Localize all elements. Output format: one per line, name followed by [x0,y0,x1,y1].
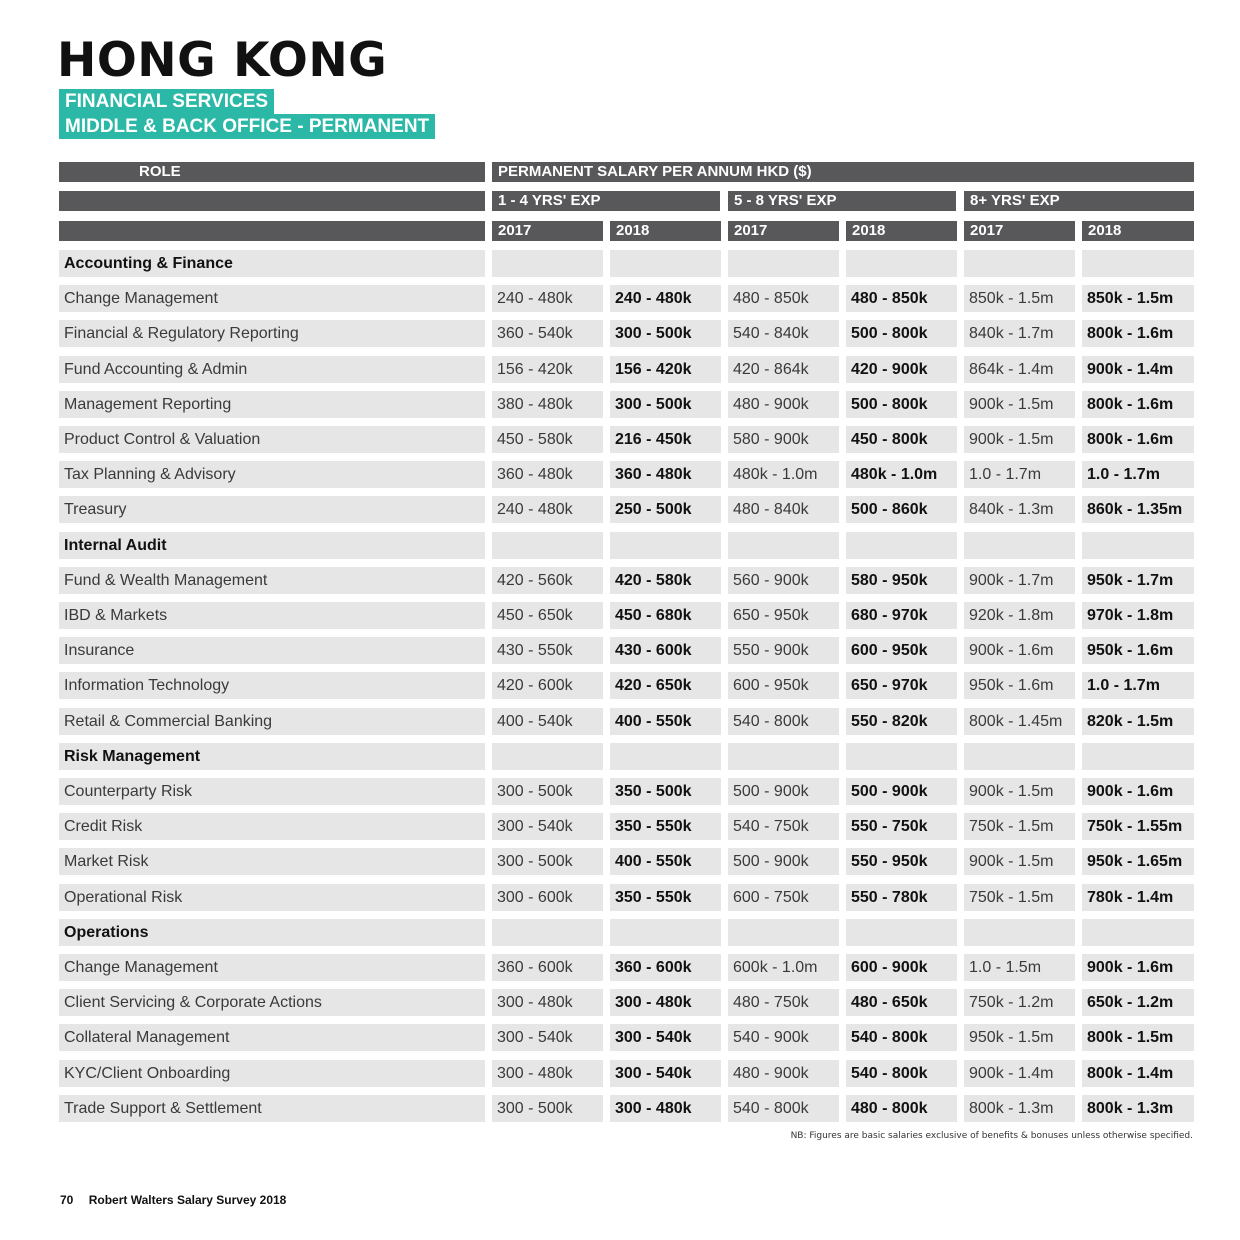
role-name: Change Management [59,954,485,981]
section-blank-cell [1082,532,1194,559]
role-name: Fund & Wealth Management [59,567,485,594]
salary-2017-cell: 750k - 1.2m [964,989,1075,1016]
role-name: Financial & Regulatory Reporting [59,320,485,347]
salary-2018-cell: 800k - 1.3m [1082,1095,1194,1122]
salary-2017-cell: 300 - 500k [492,1095,603,1122]
salary-2018-cell: 860k - 1.35m [1082,496,1194,523]
salary-2018-cell: 300 - 500k [610,391,721,418]
exp-group-header: 1 - 4 YRS' EXP [492,191,720,211]
section-blank-cell [964,919,1075,946]
salary-2018-cell: 540 - 800k [846,1060,957,1087]
salary-2017-cell: 480 - 900k [728,1060,839,1087]
year-header: 2018 [1082,221,1194,241]
salary-2018-cell: 820k - 1.5m [1082,708,1194,735]
page-title: HONG KONG [57,33,388,88]
salary-2018-cell: 550 - 950k [846,848,957,875]
salary-2018-cell: 750k - 1.55m [1082,813,1194,840]
salary-2017-cell: 580 - 900k [728,426,839,453]
salary-2018-cell: 900k - 1.4m [1082,356,1194,383]
sector-tag: FINANCIAL SERVICES [59,89,274,114]
exp-group-header: 5 - 8 YRS' EXP [728,191,956,211]
salary-2018-cell: 420 - 580k [610,567,721,594]
salary-2018-cell: 430 - 600k [610,637,721,664]
salary-2018-cell: 216 - 450k [610,426,721,453]
role-header: ROLE [59,162,485,182]
salary-2018-cell: 800k - 1.4m [1082,1060,1194,1087]
salary-2018-cell: 800k - 1.6m [1082,320,1194,347]
salary-2018-cell: 500 - 900k [846,778,957,805]
role-name: Tax Planning & Advisory [59,461,485,488]
salary-2017-cell: 840k - 1.3m [964,496,1075,523]
section-blank-cell [610,532,721,559]
salary-2018-cell: 450 - 800k [846,426,957,453]
salary-2018-cell: 300 - 480k [610,1095,721,1122]
section-blank-cell [492,743,603,770]
salary-2017-cell: 156 - 420k [492,356,603,383]
role-name: Treasury [59,496,485,523]
year-header: 2017 [492,221,603,241]
section-blank-cell [610,919,721,946]
salary-2017-cell: 400 - 540k [492,708,603,735]
section-blank-cell [964,250,1075,277]
role-header-blank [59,191,485,211]
salary-2017-cell: 480 - 750k [728,989,839,1016]
salary-2018-cell: 420 - 900k [846,356,957,383]
salary-2018-cell: 300 - 540k [610,1060,721,1087]
role-name: Market Risk [59,848,485,875]
page-footer [60,1193,286,1207]
section-blank-cell [492,532,603,559]
salary-2017-cell: 300 - 540k [492,1024,603,1051]
salary-2017-cell: 600 - 950k [728,672,839,699]
salary-2018-cell: 156 - 420k [610,356,721,383]
salary-2017-cell: 650 - 950k [728,602,839,629]
salary-2017-cell: 360 - 600k [492,954,603,981]
salary-2018-cell: 650k - 1.2m [1082,989,1194,1016]
section-blank-cell [846,743,957,770]
salary-2017-cell: 500 - 900k [728,778,839,805]
salary-2018-cell: 950k - 1.7m [1082,567,1194,594]
section-blank-cell [610,743,721,770]
section-blank-cell [846,250,957,277]
salary-2018-cell: 900k - 1.6m [1082,778,1194,805]
role-name: Trade Support & Settlement [59,1095,485,1122]
salary-2017-cell: 850k - 1.5m [964,285,1075,312]
salary-2018-cell: 300 - 500k [610,320,721,347]
role-name: Client Servicing & Corporate Actions [59,989,485,1016]
salary-2018-cell: 540 - 800k [846,1024,957,1051]
salary-2018-cell: 850k - 1.5m [1082,285,1194,312]
salary-2017-cell: 540 - 800k [728,1095,839,1122]
salary-2018-cell: 360 - 600k [610,954,721,981]
salary-2017-cell: 900k - 1.5m [964,391,1075,418]
salary-2017-cell: 480 - 850k [728,285,839,312]
role-header-blank [59,221,485,241]
role-name: Operational Risk [59,884,485,911]
role-name: Counterparty Risk [59,778,485,805]
salary-2017-cell: 950k - 1.6m [964,672,1075,699]
salary-2018-cell: 360 - 480k [610,461,721,488]
salary-2018-cell: 600 - 900k [846,954,957,981]
salary-2017-cell: 1.0 - 1.5m [964,954,1075,981]
salary-2017-cell: 360 - 480k [492,461,603,488]
salary-2018-cell: 480k - 1.0m [846,461,957,488]
salary-2018-cell: 1.0 - 1.7m [1082,461,1194,488]
role-name: Fund Accounting & Admin [59,356,485,383]
section-blank-cell [964,532,1075,559]
salary-2018-cell: 600 - 950k [846,637,957,664]
salary-2018-cell: 1.0 - 1.7m [1082,672,1194,699]
salary-2018-cell: 950k - 1.6m [1082,637,1194,664]
role-name: IBD & Markets [59,602,485,629]
salary-2017-cell: 560 - 900k [728,567,839,594]
salary-2018-cell: 550 - 750k [846,813,957,840]
footnote: NB: Figures are basic salaries exclusive of benefits & bonuses unless otherwise specified. [790,1131,1193,1141]
salary-2018-cell: 240 - 480k [610,285,721,312]
salary-2018-cell: 300 - 480k [610,989,721,1016]
salary-2017-cell: 900k - 1.6m [964,637,1075,664]
salary-2018-cell: 650 - 970k [846,672,957,699]
salary-2017-cell: 950k - 1.5m [964,1024,1075,1051]
salary-2018-cell: 550 - 780k [846,884,957,911]
section-heading: Risk Management [59,743,485,770]
salary-2017-cell: 300 - 480k [492,1060,603,1087]
salary-2018-cell: 300 - 540k [610,1024,721,1051]
salary-2017-cell: 500 - 900k [728,848,839,875]
section-blank-cell [728,743,839,770]
salary-2017-cell: 900k - 1.5m [964,848,1075,875]
salary-2017-cell: 840k - 1.7m [964,320,1075,347]
year-header: 2017 [964,221,1075,241]
section-heading: Accounting & Finance [59,250,485,277]
role-name: KYC/Client Onboarding [59,1060,485,1087]
exp-group-header: 8+ YRS' EXP [964,191,1194,211]
salary-2018-cell: 350 - 550k [610,813,721,840]
salary-2018-cell: 800k - 1.5m [1082,1024,1194,1051]
role-name: Collateral Management [59,1024,485,1051]
section-blank-cell [492,250,603,277]
salary-2018-cell: 970k - 1.8m [1082,602,1194,629]
section-blank-cell [492,919,603,946]
salary-2017-cell: 540 - 900k [728,1024,839,1051]
salary-2017-cell: 900k - 1.5m [964,778,1075,805]
role-name: Retail & Commercial Banking [59,708,485,735]
salary-2018-cell: 580 - 950k [846,567,957,594]
salary-2017-cell: 750k - 1.5m [964,813,1075,840]
section-blank-cell [964,743,1075,770]
salary-2017-cell: 380 - 480k [492,391,603,418]
section-blank-cell [728,919,839,946]
salary-2018-cell: 400 - 550k [610,708,721,735]
year-header: 2017 [728,221,839,241]
publication-title: Robert Walters Salary Survey 2018 [88,1193,287,1207]
section-blank-cell [846,532,957,559]
salary-2018-cell: 500 - 800k [846,320,957,347]
salary-2018-cell: 400 - 550k [610,848,721,875]
salary-2018-cell: 480 - 850k [846,285,957,312]
role-name: Information Technology [59,672,485,699]
salary-2017-cell: 300 - 480k [492,989,603,1016]
salary-2018-cell: 500 - 800k [846,391,957,418]
salary-2017-cell: 920k - 1.8m [964,602,1075,629]
salary-2017-cell: 1.0 - 1.7m [964,461,1075,488]
section-heading: Internal Audit [59,532,485,559]
year-header: 2018 [610,221,721,241]
salary-2018-cell: 950k - 1.65m [1082,848,1194,875]
salary-2017-cell: 540 - 750k [728,813,839,840]
salary-2018-cell: 780k - 1.4m [1082,884,1194,911]
salary-2017-cell: 240 - 480k [492,285,603,312]
salary-header: PERMANENT SALARY PER ANNUM HKD ($) [492,162,1194,182]
salary-2017-cell: 480k - 1.0m [728,461,839,488]
salary-2017-cell: 300 - 500k [492,848,603,875]
salary-2018-cell: 480 - 650k [846,989,957,1016]
salary-2017-cell: 420 - 560k [492,567,603,594]
salary-2017-cell: 360 - 540k [492,320,603,347]
salary-2018-cell: 680 - 970k [846,602,957,629]
salary-2017-cell: 900k - 1.7m [964,567,1075,594]
salary-2017-cell: 750k - 1.5m [964,884,1075,911]
section-blank-cell [1082,919,1194,946]
salary-2017-cell: 540 - 840k [728,320,839,347]
salary-2017-cell: 420 - 864k [728,356,839,383]
salary-2018-cell: 450 - 680k [610,602,721,629]
salary-2017-cell: 540 - 800k [728,708,839,735]
page-number: 70 [60,1193,74,1207]
year-header: 2018 [846,221,957,241]
salary-2017-cell: 864k - 1.4m [964,356,1075,383]
salary-2017-cell: 480 - 840k [728,496,839,523]
salary-2018-cell: 350 - 550k [610,884,721,911]
salary-2017-cell: 900k - 1.4m [964,1060,1075,1087]
section-heading: Operations [59,919,485,946]
salary-2018-cell: 420 - 650k [610,672,721,699]
role-name: Credit Risk [59,813,485,840]
salary-2018-cell: 900k - 1.6m [1082,954,1194,981]
salary-2017-cell: 300 - 600k [492,884,603,911]
salary-2018-cell: 250 - 500k [610,496,721,523]
salary-2017-cell: 300 - 540k [492,813,603,840]
section-blank-cell [846,919,957,946]
section-blank-cell [1082,250,1194,277]
salary-2018-cell: 500 - 860k [846,496,957,523]
salary-2017-cell: 550 - 900k [728,637,839,664]
role-name: Management Reporting [59,391,485,418]
salary-2017-cell: 600k - 1.0m [728,954,839,981]
salary-2017-cell: 420 - 600k [492,672,603,699]
salary-2017-cell: 240 - 480k [492,496,603,523]
role-name: Insurance [59,637,485,664]
salary-2018-cell: 480 - 800k [846,1095,957,1122]
section-blank-cell [728,250,839,277]
salary-2018-cell: 350 - 500k [610,778,721,805]
role-name: Change Management [59,285,485,312]
section-blank-cell [1082,743,1194,770]
salary-2017-cell: 480 - 900k [728,391,839,418]
salary-2018-cell: 550 - 820k [846,708,957,735]
salary-2017-cell: 800k - 1.3m [964,1095,1075,1122]
salary-2017-cell: 450 - 650k [492,602,603,629]
salary-2017-cell: 600 - 750k [728,884,839,911]
role-name: Product Control & Valuation [59,426,485,453]
salary-2017-cell: 450 - 580k [492,426,603,453]
salary-2018-cell: 800k - 1.6m [1082,426,1194,453]
salary-2017-cell: 300 - 500k [492,778,603,805]
salary-2017-cell: 800k - 1.45m [964,708,1075,735]
section-blank-cell [610,250,721,277]
salary-2017-cell: 430 - 550k [492,637,603,664]
salary-2017-cell: 900k - 1.5m [964,426,1075,453]
salary-2018-cell: 800k - 1.6m [1082,391,1194,418]
section-blank-cell [728,532,839,559]
division-tag: MIDDLE & BACK OFFICE - PERMANENT [59,114,435,139]
